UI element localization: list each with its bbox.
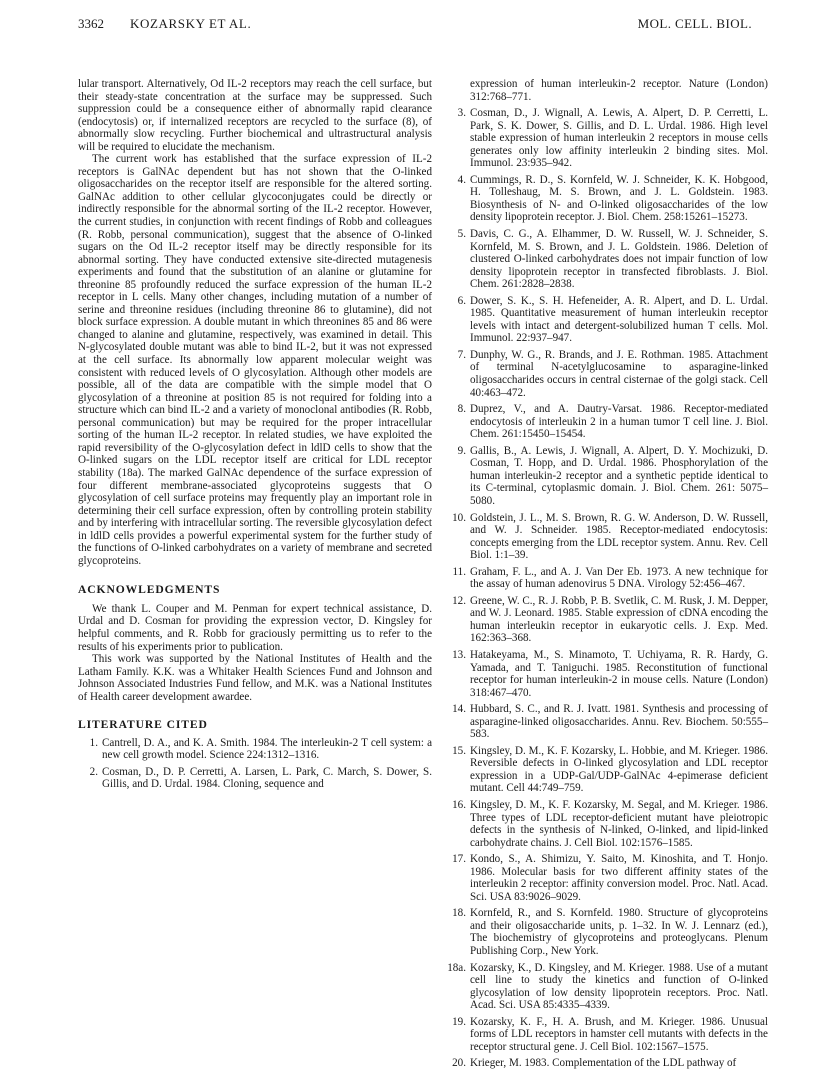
body-paragraph-1: lular transport. Alternatively, Od IL-2 receptors may reach the cell surface, but their steady-state concentration at the surface may be suppressed. Such suppression could be a consequence either of abnormally rapid clearance (endocytosis) or, if internalized receptors are recycled to the surface (8), of abnormally slow recycling. Further biochemical and ultrastructural analysis will be required to elucidate the mechanism. — [78, 78, 432, 153]
reference-number: 10. — [452, 511, 466, 524]
reference-text: Cummings, R. D., S. Kornfeld, W. J. Schneider, K. K. Hobgood, H. Tolleshaug, M. S. Brown, and J. L. Goldstein. 1983. Biosynthesis of N- and O-linked oligosaccharides of the low density lipoprotein receptor. J. Biol. Chem. 258:15261–15273. — [470, 173, 768, 224]
reference-text: Kornfeld, R., and S. Kornfeld. 1980. Structure of glycoproteins and their oligosaccharide units, p. 1–32. In W. J. Lennarz (ed.), The biochemistry of glycoproteins and proteoglycans. Plenum Publishing Corp., New York. — [470, 907, 768, 957]
reference-number: 9. — [457, 444, 466, 457]
reference-item — [78, 737, 432, 762]
reference-number: 20. — [452, 1057, 466, 1070]
reference-item — [446, 649, 768, 699]
running-authors: KOZARSKY ET AL. — [130, 16, 252, 31]
reference-number: 1. — [89, 736, 98, 749]
reference-text: Davis, C. G., A. Elhammer, D. W. Russell, W. J. Schneider, S. Kornfeld, M. S. Brown, and J. L. Goldstein. 1986. Deletion of clustered O-linked carbohydrates does not impair function of low density lipoprotein receptor in transfected fibroblasts. J. Biol. Chem. 261:2828–2838. — [470, 228, 768, 291]
reference-item — [446, 445, 768, 508]
acknowledgments-paragraph-1: We thank L. Couper and M. Penman for expert technical assistance, D. Urdal and D. Cosman for providing the expression vector, D. Kingsley for helpful comments, and R. Robb for graciously permitting us to refer to the results of his experiments prior to publication. — [78, 602, 432, 653]
acknowledgments-paragraph-2: This work was supported by the National Institutes of Health and the Latham Family. K.K. was a Whitaker Health Sciences Fund and Johnson and Johnson Associated Industries Fund fellow, and M.K. was a National Institutes of Health career development awardee. — [78, 653, 432, 703]
reference-number: 8. — [457, 403, 466, 416]
reference-item — [446, 853, 768, 903]
reference-text: Hatakeyama, M., S. Minamoto, T. Uchiyama, R. R. Hardy, G. Yamada, and T. Taniguchi. 1985. Reconstitution of functional receptor for human interleukin-2 in mouse cells. Nature (London) 318:467–470. — [470, 648, 768, 699]
reference-number: 17. — [452, 853, 466, 866]
reference-number: 12. — [452, 594, 466, 607]
reference-text: Greene, W. C., R. J. Robb, P. B. Svetlik, C. M. Rusk, J. M. Depper, and W. J. Leonard. 1985. Stable expression of cDNA encoding the human interleukin receptor in eukaryotic cells. J. Exp. Med. 162:363–368. — [470, 594, 768, 645]
reference-list-left — [78, 737, 432, 791]
reference-number: 18. — [452, 907, 466, 920]
reference-text: Kozarsky, K. F., H. A. Brush, and M. Krieger. 1986. Unusual forms of LDL receptors in hamster cell mutants with defects in the receptor structural gene. J. Cell Biol. 102:1567–1575. — [470, 1015, 768, 1053]
reference-number: 18a. — [447, 961, 466, 974]
reference-item — [446, 1057, 768, 1070]
body-paragraph-2: The current work has established that the surface expression of IL-2 receptors is GalNAc dependent but has not shown that the O-linked oligosaccharides on the receptor itself are responsible for the altered sorting. GalNAc addition to other cellular glycoconjugates could be directly or indirectly responsible for the abnormal sorting of the IL-2 receptor. However, the current studies, in conjunction with recent findings of Robb and colleagues (R. Robb, personal communication), suggest that the absence of O-linked sugars on the Od IL-2 receptor itself may be directly responsible for its abnormal sorting. They have conducted extensive site-directed mutagenesis experiments and found that the substitution of an alanine or glutamine for threonine 85 profoundly reduced the surface expression of the human IL-2 receptor in L cells. Many other changes, including mutation of a number of serine and threonine residues (including threonine 86 to glutamine), did not block surface expression. A double mutant in which threonines 85 and 86 were changed to alanine and glutamine, respectively, was examined in detail. This N-glycosylated double mutant was able to bind IL-2, but it was not expressed at the cell surface. Its abnormally low apparent molecular weight was consistent with reduced levels of O glycosylation. Although other models are possible, all of the data are compatible with the simple model that O glycosylation of a threonine at position 85 is not required for folding into a structure which can bind IL-2 and a variety of monoclonal antibodies (R. Robb, personal communication) but may be required for the proper intracellular sorting of the human IL-2 receptor. In related studies, we have exploited the rapid reversibility of the O-glycosylation defect in ldlD cells to show that the O-linked sugars on the LDL receptor itself are critical for LDL receptor stability (18a). The marked GalNAc dependence of the surface expression of four different membrane-associated glycoproteins suggests that O glycosylation of cell surface proteins may frequently play an important role in determining their cell surface expression, often by controlling protein stability and by interfering with intracellular sorting. The reversible glycosylation defect in ldlD cells provides a powerful experimental system for the further study of the functions of O-linked carbohydrates on a variety of membrane and secreted glycoproteins. — [78, 153, 432, 567]
journal-name: MOL. CELL. BIOL. — [637, 16, 752, 31]
reference-item — [446, 703, 768, 741]
reference-number: 15. — [452, 744, 466, 757]
reference-number: 5. — [457, 228, 466, 241]
reference-number: 13. — [452, 648, 466, 661]
reference-item — [446, 403, 768, 441]
right-column — [446, 78, 768, 1074]
reference-text: Krieger, M. 1983. Complementation of the LDL pathway of — [470, 1057, 737, 1070]
page-number: 3362 — [78, 16, 104, 31]
left-column — [78, 78, 432, 795]
reference-text: Cantrell, D. A., and K. A. Smith. 1984. The interleukin-2 T cell system: a new cell growth model. Science 224:1312–1316. — [102, 736, 432, 762]
reference-item — [446, 349, 768, 399]
reference-item — [446, 107, 768, 170]
reference-text: Kondo, S., A. Shimizu, Y. Saito, M. Kinoshita, and T. Honjo. 1986. Molecular basis for two different affinity states of the interleukin 2 receptor: affinity conversion model. Proc. Natl. Acad. Sci. USA 83:9026–9029. — [470, 853, 768, 903]
reference-text: Hubbard, S. C., and R. J. Ivatt. 1981. Synthesis and processing of asparagine-linked oligosaccharides. Annu. Rev. Biochem. 50:555–583. — [470, 703, 768, 741]
reference-continuation: expression of human interleukin-2 receptor. Nature (London) 312:768–771. — [470, 78, 768, 103]
reference-item — [78, 766, 432, 791]
reference-text: Dower, S. K., S. H. Hefeneider, A. R. Alpert, and D. L. Urdal. 1985. Quantitative measurement of human interleukin receptor levels with intact and detergent-solubilized human T cells. Mol. Immunol. 22:937–947. — [470, 294, 768, 345]
reference-number: 6. — [457, 294, 466, 307]
reference-text: Dunphy, W. G., R. Brands, and J. E. Rothman. 1985. Attachment of terminal N-acetylglucosamine to asparagine-linked oligosaccharides occurs in central cisternae of the golgi stack. Cell 40:463–472. — [470, 348, 768, 399]
reference-number: 7. — [457, 348, 466, 361]
reference-number: 11. — [452, 565, 466, 578]
reference-number: 19. — [452, 1015, 466, 1028]
reference-text: Cosman, D., D. P. Cerretti, A. Larsen, L. Park, C. March, S. Dower, S. Gillis, and D. Urdal. 1984. Cloning, sequence and — [102, 765, 432, 791]
running-header — [78, 10, 752, 32]
reference-text: Kozarsky, K., D. Kingsley, and M. Krieger. 1988. Use of a mutant cell line to study the kinetics and function of O-linked glycosylation of low density lipoprotein receptors. Proc. Natl. Acad. Sci. USA 85:4335–4339. — [470, 961, 768, 1012]
reference-item — [446, 228, 768, 291]
reference-text: Cosman, D., J. Wignall, A. Lewis, A. Alpert, D. P. Cerretti, L. Park, S. K. Dower, S. Gillis, and D. L. Urdal. 1986. High level stable expression of human interleukin 2 receptors in mouse cells generates only low affinity interleukin 2 binding sites. Mol. Immunol. 23:935–942. — [470, 107, 768, 170]
literature-cited-heading: LITERATURE CITED — [78, 718, 208, 732]
reference-item — [446, 962, 768, 1012]
reference-item — [446, 799, 768, 849]
reference-text: Kingsley, D. M., K. F. Kozarsky, M. Segal, and M. Krieger. 1986. Three types of LDL receptor-deficient mutant have pleiotropic defects in the synthesis of N-linked, O-linked, and lipid-linked carbohydrate chains. J. Cell Biol. 102:1576–1585. — [470, 798, 768, 849]
reference-number: 3. — [457, 107, 466, 120]
reference-item — [446, 745, 768, 795]
reference-item — [446, 595, 768, 645]
reference-item — [446, 512, 768, 562]
reference-item — [446, 566, 768, 591]
reference-text: Duprez, V., and A. Dautry-Varsat. 1986. Receptor-mediated endocytosis of interleukin 2 in a human tumor T cell line. J. Biol. Chem. 261:15450–15454. — [470, 403, 768, 441]
reference-item — [446, 295, 768, 345]
reference-text: Graham, F. L., and A. J. Van Der Eb. 1973. A new technique for the assay of human adenovirus 5 DNA. Virology 52:456–467. — [470, 565, 768, 591]
acknowledgments-heading: ACKNOWLEDGMENTS — [78, 583, 221, 597]
reference-number: 16. — [452, 798, 466, 811]
reference-item — [446, 1016, 768, 1054]
reference-number: 4. — [457, 173, 466, 186]
reference-item — [446, 907, 768, 957]
reference-text: Kingsley, D. M., K. F. Kozarsky, L. Hobbie, and M. Krieger. 1986. Reversible defects in O-linked glycosylation and LDL receptor expression in a UDP-Gal/UDP-GalNAc 4-epimerase deficient mutant. Cell 44:749–759. — [470, 744, 768, 795]
reference-item — [446, 174, 768, 224]
reference-list-right — [446, 107, 768, 1070]
reference-text: Gallis, B., A. Lewis, J. Wignall, A. Alpert, D. Y. Mochizuki, D. Cosman, T. Hopp, and D. Urdal. 1986. Phosphorylation of the human interleukin-2 receptor and a synthetic peptide identical to its C-terminal, cytoplasmic domain. J. Biol. Chem. 261: 5075–5080. — [470, 444, 768, 507]
reference-number: 2. — [89, 765, 98, 778]
reference-number: 14. — [452, 703, 466, 716]
reference-text: Goldstein, J. L., M. S. Brown, R. G. W. Anderson, D. W. Russell, and W. J. Schneider. 1985. Receptor-mediated endocytosis: concepts emerging from the LDL receptor system. Annu. Rev. Cell Biol. 1:1–39. — [470, 511, 768, 562]
